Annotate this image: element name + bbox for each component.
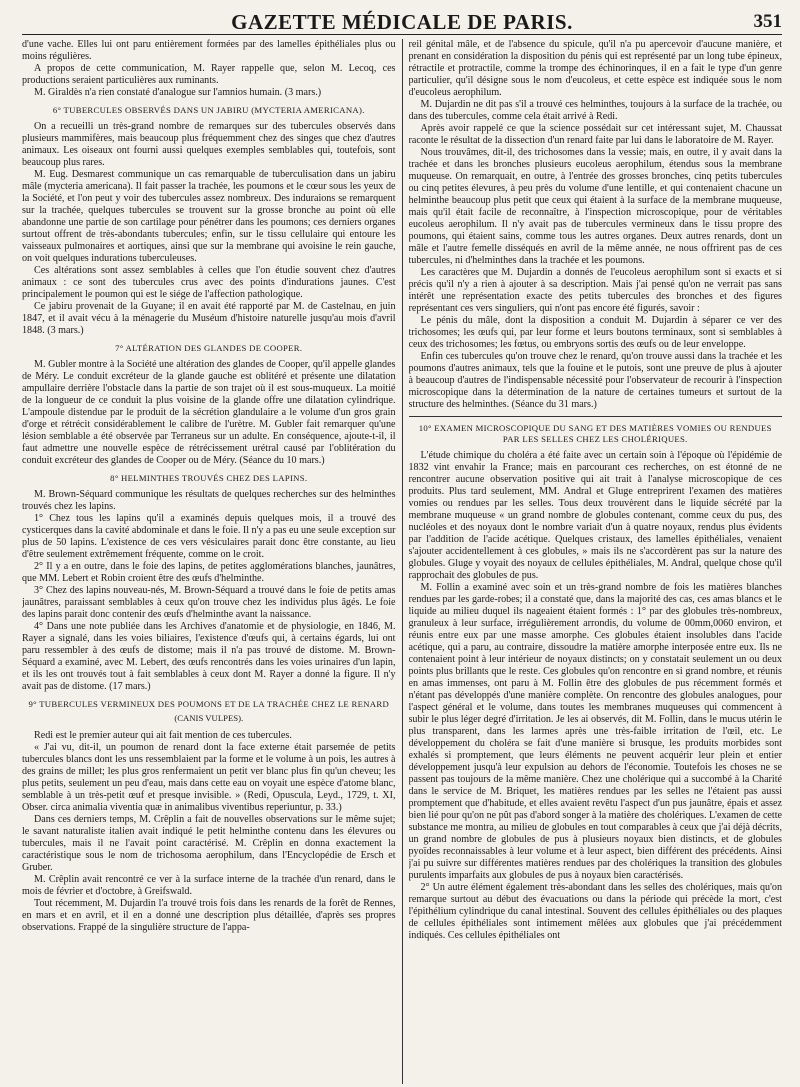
paragraph: Les caractères que M. Dujardin a donnés de l'eucoleus aerophilum sont si exacts et si précis qu'il n'y a rien à ajouter à sa description. Mais j'ai pensé qu'on ne verrait pas sans intérêt une représentation exacte des petits tubercules des bronches et des figures représentant ces vers singuliers, qui n'ont pas encore été figurés, savoir : bbox=[408, 267, 782, 314]
paragraph: Ces altérations sont assez semblables à celles que l'on étudie souvent chez d'autres animaux : ce sont des tubercules crus avec des points d'indurations jaunes. C'est principalement le poumon qui est le siége de l'affection pathologique. bbox=[22, 265, 396, 300]
paragraph: Enfin ces tubercules qu'on trouve chez le renard, qu'on trouve aussi dans la trachée et les poumons d'autres animaux, tels que la fouine et le putois, sont une preuve de plus à ajouter à beaucoup d'autres de l'indispensable nécessité pour l'observateur de recourir à l'inspection microscopique dans la détermination de la nature de certaines tumeurs et surtout de la structure des helminthes. (Séance du 31 mars.) bbox=[408, 351, 782, 410]
paragraph: L'étude chimique du choléra a été faite avec un certain soin à l'époque où l'épidémie de 1832 vint envahir la France; mais en parcourant ces recherches, on est étonné de ne rencontrer aucune observation positive qui ait trait à l'analyse microscopique de ces produits. Plus tard seulement, MM. Andral et Gluge entreprirent l'examen des matières vomies ou rendues par les selles. Tous deux trouvèrent dans le liquide sécrété par la membrane muqueuse « un grand nombre de globules contenant, comme ceux du pus, des nucléoles et des noyaux dont le nombre variait d'un à quatre noyaux, rendus plus évidents par l'addition de l'acide acétique. Quelques cristaux, des lamelles épithéliales, venaient s'ajouter accidentellement à ces globules, » mais ils ne s'accordèrent pas sur la nature des globules. Gluge y voyait des noyaux de cellules épithéliales, M. Andral, quelque chose qu'il rapprochait des globules de pus. bbox=[408, 450, 782, 581]
paragraph: M. Gubler montre à la Société une altération des glandes de Cooper, qu'il appelle glandes de Méry. Le conduit excréteur de la glande gauche est oblitéré et présente une dilatation ampullaire derrière l'obstacle dans la partie de son trajet où il est sous-muqueux. La moitié de la longueur de ce conduit la plus voisine de la glande offre une dilatation cylindrique. L'ampoule distendue par le produit de la sécrétion glandulaire a le volume d'un gros grain d'orge et rétrécit considérablement le calibre de l'urètre. M. Gubler fait remarquer qu'une lésion semblable a été observée par Terraneus sur un adulte. En conséquence, ajoute-t-il, il faut admettre une nouvelle espèce de rétrécissement urétral causé par l'oblitération du conduit excréteur des glandes de Cooper ou de Méry. (Séance du 10 mars.) bbox=[22, 359, 396, 466]
section-heading: 10° EXAMEN MICROSCOPIQUE DU SANG ET DES MATIÈRES VOMIES OU RENDUES PAR LES SELLES CHEZ LES CHOLÉRIQUES. bbox=[418, 423, 772, 444]
paragraph: reil génital mâle, et de l'absence du spicule, qu'il n'a pu apercevoir d'aucune manière, et prenant en considération la disposition du pénis qui est représenté par un long tube épineux, rétractile et protractile, comme la trompe des échinorinques, il en a fait le type d'un genre particulier, qu'il désigne sous le nom d'eucoleus, et cette espèce est indiquée sous le nom d'eucoleus aerophilum. bbox=[408, 39, 782, 98]
paragraph: Redi est le premier auteur qui ait fait mention de ces tubercules. bbox=[34, 730, 292, 741]
section-heading: 9° TUBERCULES VERMINEUX DES POUMONS ET DE LA TRACHÉE CHEZ LE RENARD bbox=[28, 699, 390, 709]
paragraph: M. Follin a examiné avec soin et un très-grand nombre de fois les matières blanches rendues par les garde-robes; il a constaté que, dans la majorité des cas, ces amas blancs et le liquide au milieu duquel ils nageaient étaient formés : 1° par des globules très-nombreux, granuleux à leur surface, irrégulièrement arrondis, du volume de 00mm,0060 environ, et réunis entre eux par une masse amorphe. Ces globules étaient insolubles dans l'acide acétique, qui a paru, au contraire, dissoudre la matière amorphe interposée entre eux. Ils ne contenaient point à leur intérieur de noyaux distincts; on y constatait seulement un ou deux points plus brillants que le reste. Ces globules qu'on rencontre en si grand nombre, et réunis en amas immenses, ont paru à M. Follin être des globules de pus récemment formés et n'étant pas développés d'une manière complète. On rencontre des globules analogues, pour l'aspect général et le volume, dans toutes les membranes muqueuses qui commencent à subir le plus léger degré d'irritation. Je les ai observés, dit M. Follin, dans le mucus utérin le plus transparent, dans les larmes après une très-faible irritation de l'œil, etc. Le développement du choléra se fait d'une manière si brusque, les produits morbides sont exhalés si promptement, que leurs éléments ne peuvent acquérir leur plein et entier développement jusqu'à leur expulsion au dehors de l'économie. Toutefois les choses ne se passent pas toujours de la même manière. Chez une cholérique qui a succombé à la Charité dans le service de M. Briquet, les matières rendues par les selles ne l'étaient pas aussi promptement que d'habitude, et elles avaient revêtu l'aspect d'un pus jaunâtre, épais et assez bien lié pour qu'on ne pût pas d'abord songer à la matière des cholériques. L'examen de cette substance me montra, au milieu de globules en tout comparables à ceux que j'ai déjà décrits, un grand nombre de globules de pus à plusieurs noyaux bien distincts, et de globules pyoïdes reconnaissables à leur volume et à leur aspect, bien différent des précédents. Ainsi j'ai pu suivre sur différentes matières rendues par des cholériques la transition des globules purulents imparfaits aux globules de pus à noyaux bien caractérisés. bbox=[408, 582, 782, 881]
paragraph: Le pénis du mâle, dont la disposition a conduit M. Dujardin à séparer ce ver des trichosomes; les œufs qui, par leur forme et leurs boutons terminaux, sont si semblables à ceux des trichosomes; les fœtus, ou embryons sortis des œufs ou de leur enveloppe. bbox=[408, 315, 782, 350]
paragraph: M. Crêplin avait rencontré ce ver à la surface interne de la trachée d'un renard, dans le mois de février et d'octobre, à Greifswald. bbox=[22, 874, 396, 897]
paragraph: M. Brown-Séquard communique les résultats de quelques recherches sur des helminthes trouvés chez les lapins. bbox=[22, 489, 396, 512]
section-divider bbox=[409, 416, 783, 417]
paragraph: On a recueilli un très-grand nombre de remarques sur des tubercules observés dans plusieurs mammifères, mais beaucoup plus fréquemment chez des singes que chez d'autres animaux. Les oiseaux ont fourni aussi quelques exemples semblables qui, toutefois, sont beaucoup plus rares. bbox=[22, 121, 396, 168]
journal-title: GAZETTE MÉDICALE DE PARIS. bbox=[231, 10, 573, 34]
column-rule bbox=[402, 39, 403, 1084]
paragraph: 4° Dans une note publiée dans les Archives d'anatomie et de physiologie, en 1846, M. Rayer a signalé, dans les voies biliaires, l'existence d'œufs qui, à certains égards, lui ont paru ressembler à des œufs de distome; mais il n'a pas trouvé de distome. M. Brown-Séquard a examiné, avec M. Lebert, des œufs rencontrés dans les voies urinaires d'un lapin, et ils les ont trouvés tout à fait semblables à ceux dont M. Rayer a donné la figure. Il n'y avait pas de distome. (17 mars.) bbox=[22, 621, 396, 692]
section-heading: 7° ALTÉRATION DES GLANDES DE COOPER. bbox=[115, 343, 303, 353]
paragraph: Tout récemment, M. Dujardin l'a trouvé trois fois dans les renards de la forêt de Rennes, en mars et en avril, et il en a donné une description plus détaillée, d'après ses propres observations. Frappé de la singulière structure de l'appa- bbox=[22, 898, 396, 933]
section-subheading: (CANIS VULPES). bbox=[174, 713, 244, 723]
paragraph: 2° Un autre élément également très-abondant dans les selles des cholériques, mais qu'on remarque surtout au début des évacuations ou dans la période qui précède la mort, c'est l'épithélium cylindrique du canal intestinal. Souvent des cellules épithéliales ou des plaques de cellules épithéliales sont intimement mêlées aux globules que j'ai précédemment indiqués. Ces cellules épithéliales ont bbox=[408, 882, 782, 941]
paragraph: Dans ces derniers temps, M. Crêplin a fait de nouvelles observations sur le même sujet; le savant naturaliste italien avait indiqué le petit helminthe contenu dans les élevures ou tubercules, mais il ne l'avait point caractérisé. M. Crêplin en donna exactement la caractéristique sous le nom de trichosoma aerophilum, dans l'Encyclopédie de Ersch et Gruber. bbox=[22, 814, 396, 873]
page-header bbox=[22, 8, 782, 35]
paragraph: 3° Chez des lapins nouveau-nés, M. Brown-Séquard a trouvé dans le foie de petits amas jaunâtres, paraissant semblables à ceux qu'on trouve chez les individus plus âgés. Le foie des lapins parait donc contenir des œufs d'helminthe avant la naissance. bbox=[22, 585, 396, 620]
right-column bbox=[409, 39, 783, 1084]
paragraph: A propos de cette communication, M. Rayer rappelle que, selon M. Lecoq, ces productions seraient particulières aux ruminants. bbox=[22, 63, 396, 86]
text-columns bbox=[22, 39, 782, 1084]
paragraph: « J'ai vu, dit-il, un poumon de renard dont la face externe était parsemée de petits tubercules blancs dont les uns ressemblaient par la forme et le volume à un pois, les autres à des grains de millet; les plus gros renfermaient un petit ver blanc plus fin qu'un cheveu; les plus petits, seulement un peu d'eau, mais dans cette eau on voyait une espèce d'atome blanc, semblable à un très-petit œuf et presque invisible. » (Redi, Opuscula, Leyd., 1729, t. XI, Obser. circa animalia viventia quæ in animalibus viventibus reperiuntur, p. 33.) bbox=[22, 742, 396, 813]
paragraph: 2° Il y a en outre, dans le foie des lapins, de petites agglomérations blanches, jaunâtres, que MM. Lebert et Robin croient être des œufs d'helminthe. bbox=[22, 561, 396, 584]
paragraph: 1° Chez tous les lapins qu'il a examinés depuis quelques mois, il a trouvé des cysticerques dans la cavité abdominale et dans le foie. Il n'y a pas eu une seule exception sur plus de 50 lapins. L'existence de ces vers vésiculaires parait donc être constante, au lieu d'être seulement extrêmement fréquente, comme on le croit. bbox=[22, 513, 396, 560]
paragraph: M. Eug. Desmarest communique un cas remarquable de tuberculisation dans un jabiru mâle (mycteria americana). Il fait passer la trachée, les poumons et le cœur sous les yeux de la Société, et l'on peut y voir des tubercules assez nombreux. Des induraions se remarquent sur la trachée, quelques tubercules se trouvent sur la grosse bronche au point où elle abandonne une partie de son cartilage pour pénétrer dans les poumons; ces derniers organes surtout offrent de très-abondants tubercules; enfin, sur le tissu cellulaire qui entoure les vaisseaux pulmonaires et aortiques, ainsi que sur la membrane qui avoisine le rein gauche, on voit quelques indurations tuberculeuses. bbox=[22, 169, 396, 264]
left-column bbox=[22, 39, 396, 1084]
paragraph: M. Dujardin ne dit pas s'il a trouvé ces helminthes, toujours à la surface de la trachée, ou dans des tubercules, comme cela était arrivé à Redi. bbox=[408, 99, 782, 122]
page-number: 351 bbox=[753, 11, 782, 32]
paragraph: Nous trouvâmes, dit-il, des trichosomes dans la vessie; mais, en outre, il y avait dans la trachée et dans les bronches plusieurs eucoleus aerophilum, étendus sous la membrane muqueuse. On remarquait, en outre, à l'entrée des grosses bronches, cinq petits tubercules ou cinq petites élevures, à peu près du volume d'une lentille, et qui contenaient chacune un helminthe beaucoup plus petit que ceux qui étaient à la surface de la membrane muqueuse, mais qu'il était facile de reconnaître, à l'inspection microscopique, pour de véritables eucoleus aerophilum. Il n'y avait pas de tubercules vermineux dans le tissu propre des poumons, qui étaient sains, comme tous les autres organes. Deux autres renards, dont un mâle et l'autre femelle disséqués en avril de la même année, ne nous offrirent pas de ces tubercules, ni d'helminthes dans la trachée et les poumons. bbox=[408, 147, 782, 266]
paragraph: d'une vache. Elles lui ont paru entièrement formées par des lamelles épithéliales plus ou moins régulières. bbox=[22, 39, 396, 62]
paragraph: M. Giraldès n'a rien constaté d'analogue sur l'amnios humain. (3 mars.) bbox=[34, 87, 322, 98]
paragraph: Après avoir rappelé ce que la science possédait sur cet intéressant sujet, M. Chaussat raconte le résultat de la dissection d'un renard faite par lui dans le laboratoire de M. Rayer. bbox=[408, 123, 782, 146]
section-heading: 8° HELMINTHES TROUVÉS CHEZ DES LAPINS. bbox=[110, 473, 308, 483]
paragraph: Ce jabiru provenait de la Guyane; il en avait été rapporté par M. de Castelnau, en juin 1847, et il avait vécu à la ménagerie du Muséum d'histoire naturelle jusqu'au mois d'avril 1848. (3 mars.) bbox=[22, 301, 396, 336]
section-heading: 6° TUBERCULES OBSERVÉS DANS UN JABIRU (MYCTERIA AMERICANA). bbox=[52, 105, 365, 115]
